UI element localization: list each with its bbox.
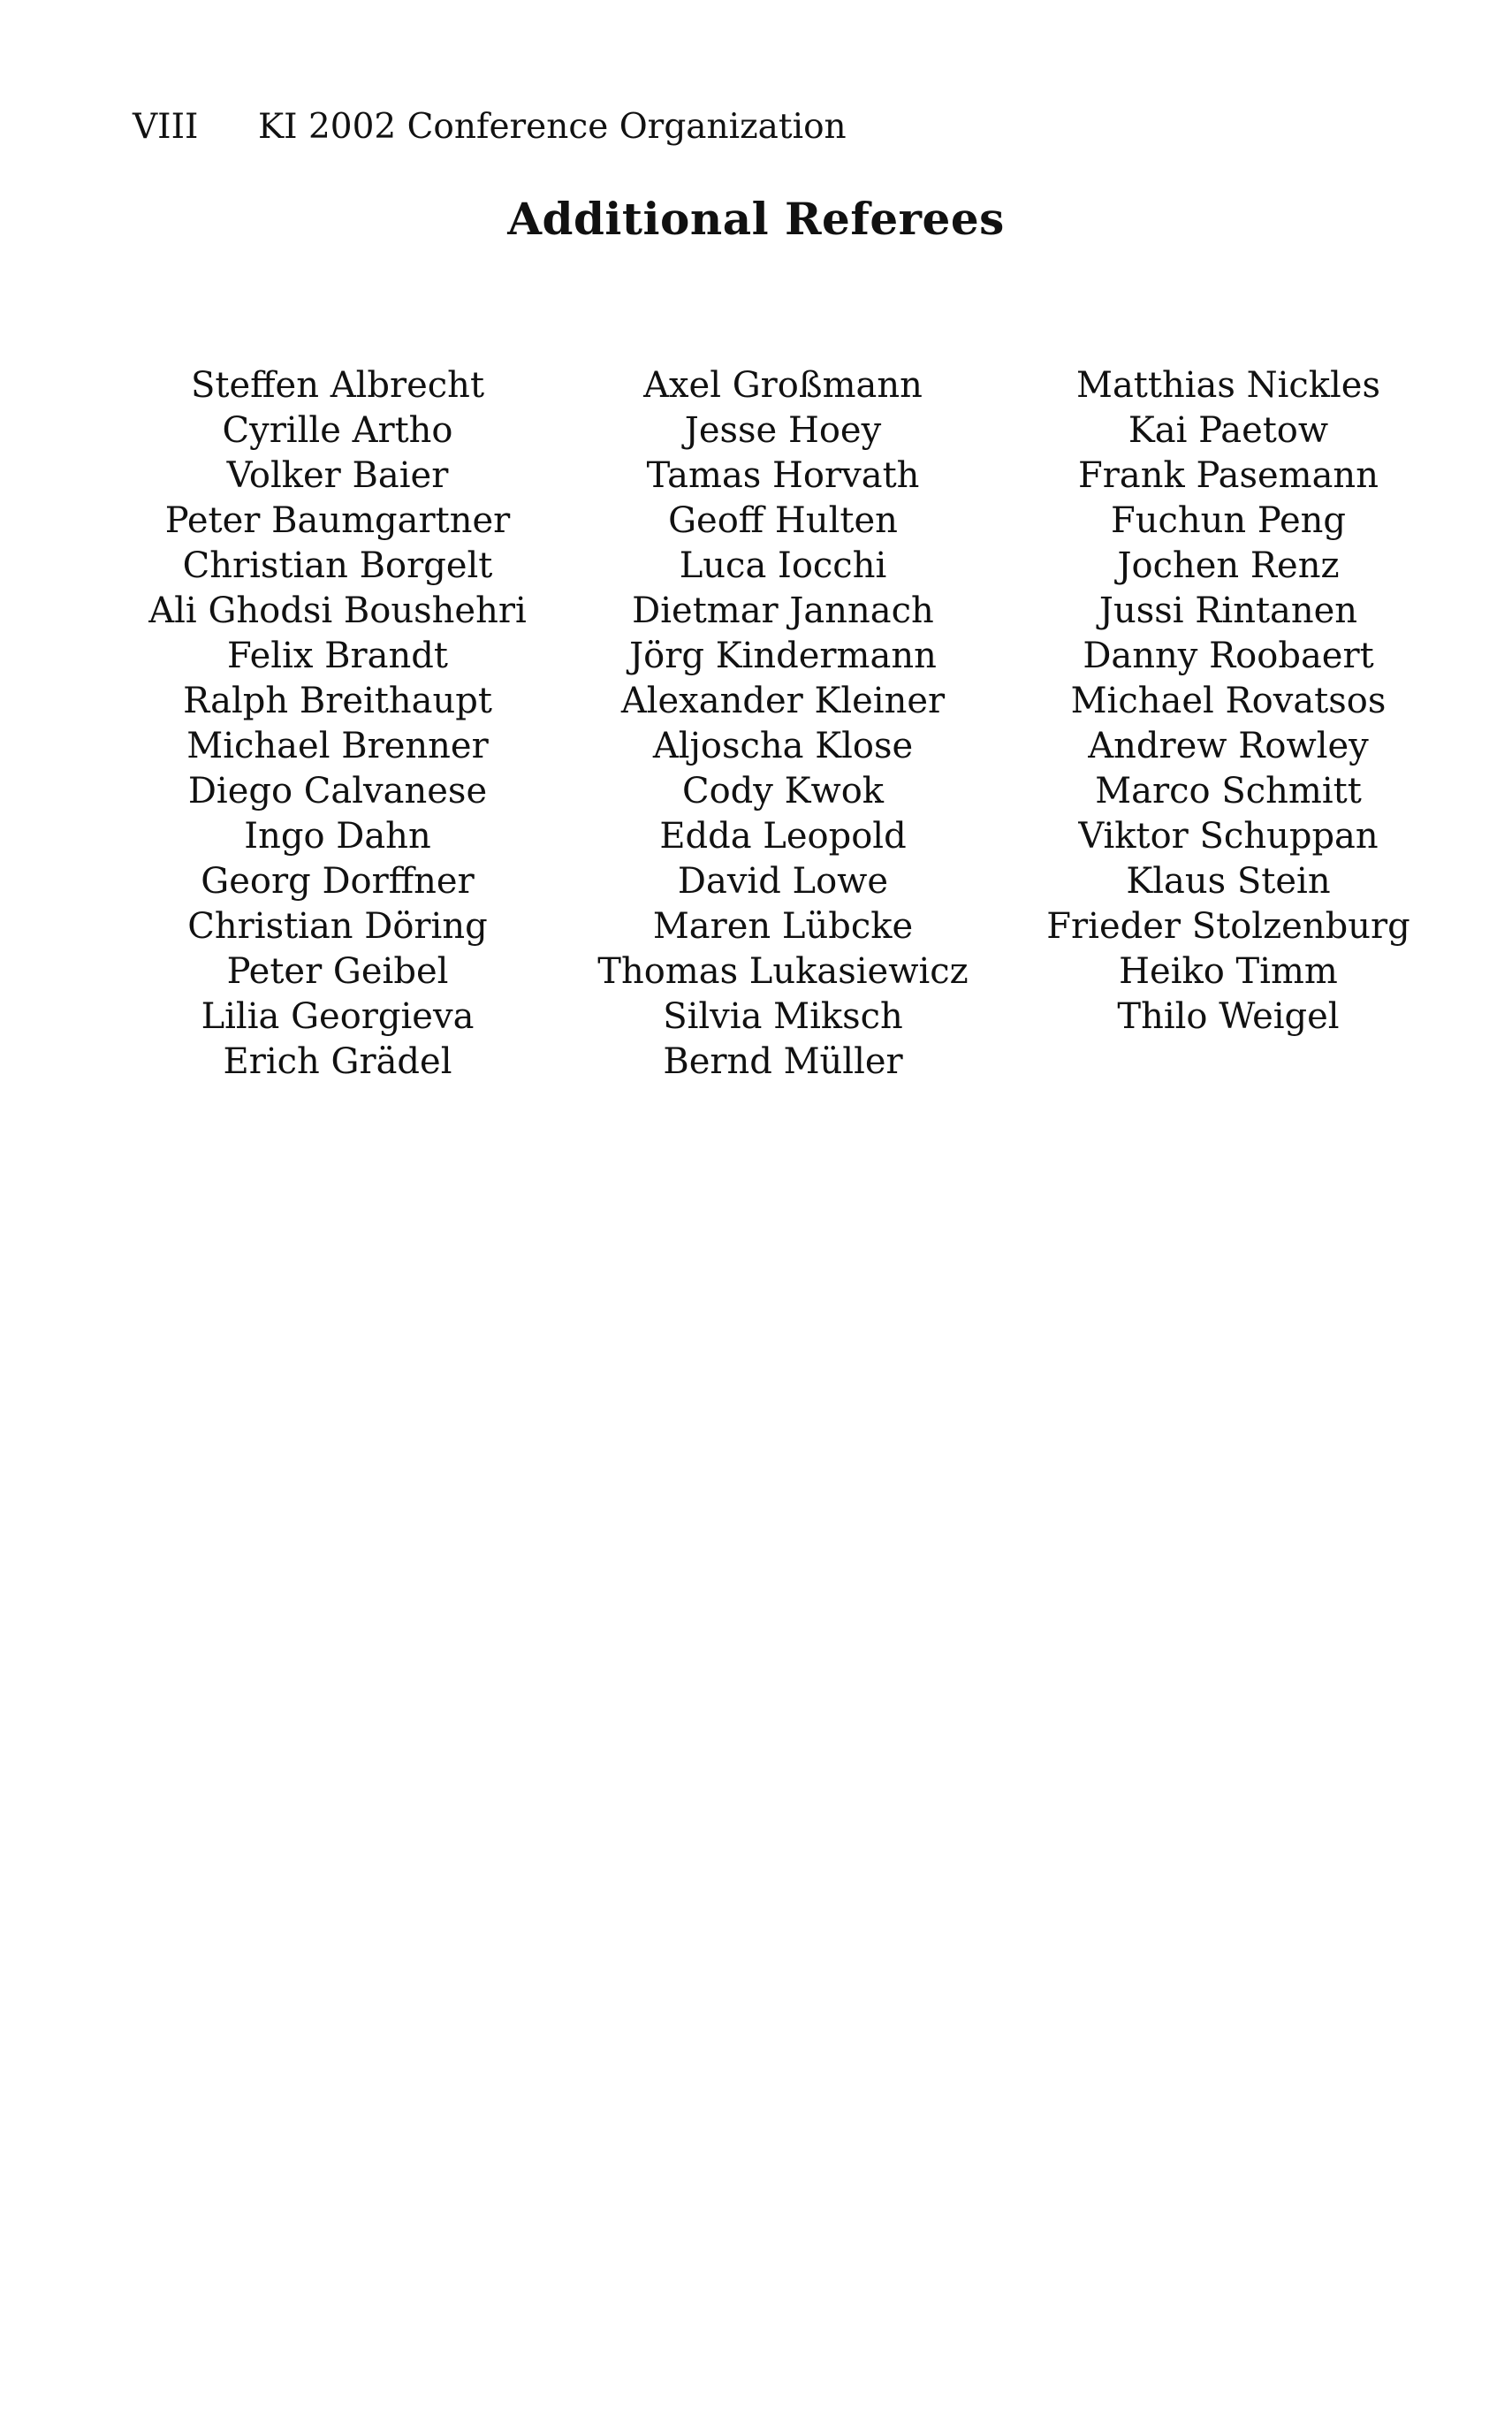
referee-column-3: [1007, 363, 1449, 1040]
referee-column-1: [117, 363, 558, 1085]
referee-name: Fuchun Peng: [1110, 500, 1347, 541]
referee-name: Michael Brenner: [186, 726, 489, 766]
referee-name: Luca Iocchi: [679, 545, 887, 586]
running-head: [133, 104, 847, 150]
referee-name: Danny Roobaert: [1083, 636, 1374, 676]
referee-name: Jörg Kindermann: [629, 636, 937, 676]
referee-name: Heiko Timm: [1119, 951, 1338, 992]
referee-name: Felix Brandt: [227, 636, 448, 676]
referee-name: Michael Rovatsos: [1070, 681, 1387, 721]
referee-name: Frieder Stolzenburg: [1046, 906, 1410, 947]
referee-name: Ali Ghodsi Boushehri: [148, 591, 527, 631]
referee-name: Thomas Lukasiewicz: [597, 951, 969, 992]
referee-name: Steffen Albrecht: [190, 365, 485, 406]
referee-name: Jussi Rintanen: [1098, 591, 1358, 631]
referee-name: Ingo Dahn: [244, 816, 431, 857]
referee-name: Frank Pasemann: [1078, 455, 1379, 496]
referee-name: Klaus Stein: [1126, 861, 1331, 902]
referee-name: Andrew Rowley: [1088, 726, 1369, 766]
referee-name: Jesse Hoey: [684, 410, 882, 451]
referee-name: Cody Kwok: [681, 771, 885, 811]
referee-name: Thilo Weigel: [1117, 996, 1340, 1037]
referee-name: Kai Paetow: [1128, 410, 1329, 451]
referee-name: Christian Döring: [187, 906, 488, 947]
referee-name: Viktor Schuppan: [1078, 816, 1379, 857]
referee-name: Alexander Kleiner: [620, 681, 946, 721]
referee-name: Bernd Müller: [663, 1041, 903, 1082]
referee-name: David Lowe: [677, 861, 889, 902]
referee-name: Christian Borgelt: [182, 545, 493, 586]
referee-name: Jochen Renz: [1117, 545, 1340, 586]
referee-name: Peter Geibel: [226, 951, 449, 992]
referee-name: Matthias Nickles: [1075, 365, 1381, 406]
referee-name: Erich Grädel: [223, 1041, 452, 1082]
referee-name: Cyrille Artho: [222, 410, 453, 451]
referee-name: Edda Leopold: [659, 816, 907, 857]
referee-name: Marco Schmitt: [1095, 771, 1362, 811]
section-title: Additional Referees: [507, 193, 1005, 245]
referee-name: Ralph Breithaupt: [183, 681, 492, 721]
referee-name: Volker Baier: [226, 455, 449, 496]
referee-name: Dietmar Jannach: [632, 591, 934, 631]
running-title: KI 2002 Conference Organization: [258, 107, 847, 147]
referee-name: Geoff Hulten: [668, 500, 898, 541]
referee-name: Axel Großmann: [643, 365, 923, 406]
referee-name: Silvia Miksch: [663, 996, 903, 1037]
referee-name: Maren Lübcke: [652, 906, 914, 947]
referee-name: Aljoscha Klose: [652, 726, 914, 766]
referee-name: Georg Dorffner: [201, 861, 475, 902]
referee-name: Peter Baumgartner: [164, 500, 511, 541]
referee-name: Diego Calvanese: [187, 771, 488, 811]
referee-column-2: [562, 363, 1004, 1085]
page-number: VIII: [133, 107, 199, 147]
referee-name: Lilia Georgieva: [201, 996, 475, 1037]
referee-name: Tamas Horvath: [646, 455, 920, 496]
